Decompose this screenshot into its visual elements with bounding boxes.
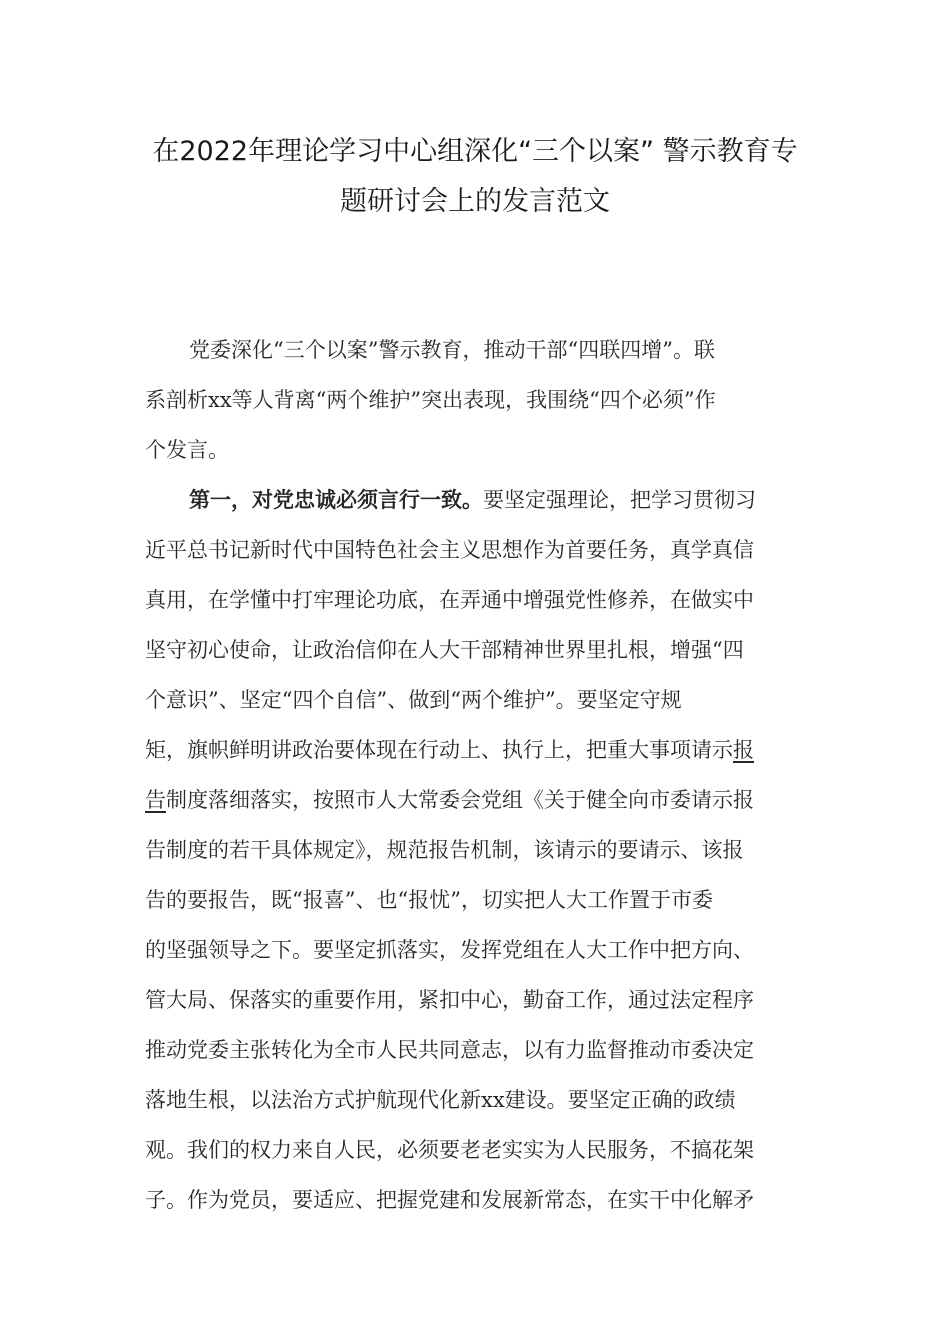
underlined-text: 报	[733, 738, 754, 762]
paragraph-line: 观。我们的权力来自人民，必须要老老实实为人民服务，不搞花架	[145, 1138, 754, 1162]
paragraph-line: 真用，在学懂中打牢理论功底，在弄通中增强党性修养，在做实中	[145, 588, 754, 612]
paragraph-line	[145, 775, 805, 825]
point-heading: 第一，对党忠诚必须言行一致。	[189, 487, 483, 512]
document-title-line-1: 在2022年理论学习中心组深化“三个以案” 警示教育专	[152, 136, 798, 167]
paragraph-line: 个发言。	[145, 438, 229, 462]
paragraph-line: 个意识”、坚定“四个自信”、做到“两个维护”。要坚定守规	[145, 688, 682, 712]
paragraph-line: 落地生根，以法治方式护航现代化新xx建设。要坚定正确的政绩	[145, 1088, 736, 1112]
document-title-line-2: 题研讨会上的发言范文	[340, 186, 610, 217]
paragraph-line: 告的要报告，既“报喜”、也“报忧”，切实把人大工作置于市委	[145, 888, 713, 912]
paragraph-line: 系剖析xx等人背离“两个维护”突出表现，我围绕“四个必须”作	[145, 388, 716, 412]
paragraph-line: 坚守初心使命，让政治信仰在人大干部精神世界里扎根，增强“四	[145, 638, 744, 662]
paragraph-line: 推动党委主张转化为全市人民共同意志，以有力监督推动市委决定	[145, 1038, 754, 1062]
paragraph-line: 的坚强领导之下。要坚定抓落实，发挥党组在人大工作中把方向、	[145, 938, 754, 962]
paragraph-text: 制度落细落实，按照市人大常委会党组《关于健全向市委请示报	[166, 788, 754, 812]
paragraph-line: 子。作为党员，要适应、把握党建和发展新常态，在实干中化解矛	[145, 1188, 754, 1212]
paragraph-line: 近平总书记新时代中国特色社会主义思想作为首要任务，真学真信	[145, 538, 754, 562]
paragraph-line: 管大局、保落实的重要作用，紧扣中心，勤奋工作，通过法定程序	[145, 988, 754, 1012]
underlined-text: 告	[145, 788, 166, 812]
paragraph-first-point	[145, 475, 805, 1225]
paragraph-line: 党委深化“三个以案”警示教育，推动干部“四联四增”。联	[189, 338, 715, 362]
paragraph-text: 要坚定强理论，把学习贯彻习	[483, 488, 756, 512]
paragraph-text: 矩，旗帜鲜明讲政治要体现在行动上、执行上，把重大事项请示	[145, 738, 733, 762]
paragraph-line: 告制度的若干具体规定》，规范报告机制，该请示的要请示、该报	[145, 838, 744, 862]
paragraph-line	[145, 475, 805, 525]
paragraph-line	[145, 725, 805, 775]
paragraph-intro	[145, 325, 805, 475]
